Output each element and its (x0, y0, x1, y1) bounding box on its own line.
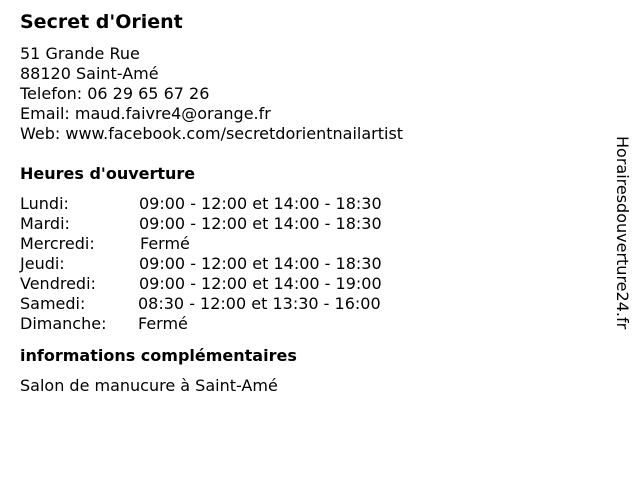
hours-row-friday (20, 274, 600, 294)
day-label: Lundi: (20, 194, 69, 213)
address-street: 51 Grande Rue (20, 44, 140, 63)
day-label: Jeudi: (20, 254, 65, 273)
day-hours: 09:00 - 12:00 et 14:00 - 19:00 (139, 274, 382, 293)
day-hours: Fermé (140, 234, 190, 253)
day-hours: 08:30 - 12:00 et 13:30 - 16:00 (138, 294, 381, 313)
hours-row-saturday (20, 294, 600, 314)
opening-hours-list (20, 194, 600, 334)
hours-row-tuesday (20, 214, 600, 234)
phone-number: Telefon: 06 29 65 67 26 (20, 84, 210, 103)
hours-row-sunday (20, 314, 600, 334)
hours-row-wednesday (20, 234, 600, 254)
hours-row-thursday (20, 254, 600, 274)
day-label: Mardi: (20, 214, 70, 233)
hours-row-monday (20, 194, 600, 214)
business-name: Secret d'Orient (20, 11, 183, 33)
day-hours: 09:00 - 12:00 et 14:00 - 18:30 (139, 214, 382, 233)
site-watermark: Horairesdouverture24.fr (613, 136, 632, 330)
day-hours: Fermé (138, 314, 188, 333)
email-address: Email: maud.faivre4@orange.fr (20, 104, 271, 123)
business-card (20, 8, 600, 396)
opening-hours-heading: Heures d'ouverture (20, 164, 196, 183)
additional-info-heading: informations complémentaires (20, 346, 297, 365)
day-label: Vendredi: (20, 274, 96, 293)
day-label: Dimanche: (20, 314, 107, 333)
day-hours: 09:00 - 12:00 et 14:00 - 18:30 (139, 194, 382, 213)
day-label: Samedi: (20, 294, 86, 313)
website-url: Web: www.facebook.com/secretdorientnailartist (20, 124, 404, 143)
additional-info-text: Salon de manucure à Saint-Amé (20, 376, 278, 395)
address-city: 88120 Saint-Amé (20, 64, 159, 83)
day-hours: 09:00 - 12:00 et 14:00 - 18:30 (139, 254, 382, 273)
day-label: Mercredi: (20, 234, 95, 253)
